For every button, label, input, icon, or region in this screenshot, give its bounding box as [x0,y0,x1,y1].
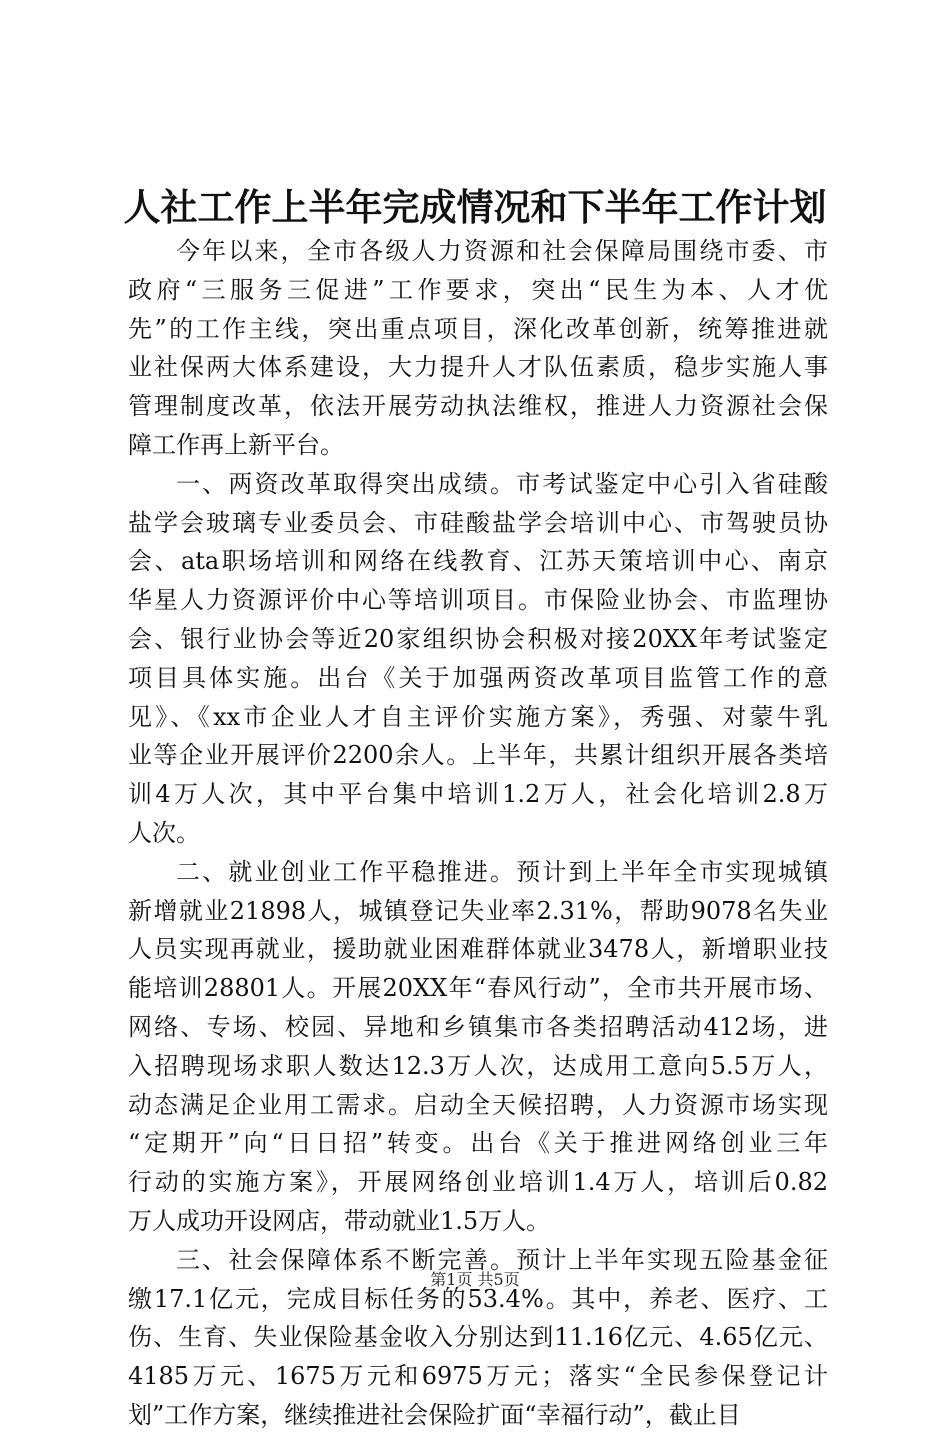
page-footer: 第1页 共5页 [430,1270,520,1289]
paragraph-line: 业等企业开展评价2200余人。上半年，共累计组织开展各类培 [128,741,828,770]
document-title: 人社工作上半年完成情况和下半年工作计划 [123,185,827,229]
paragraph-line: 先”的工作主线，突出重点项目，深化改革创新，统筹推进就 [128,314,828,343]
paragraph [128,465,828,853]
paragraph-line: 管理制度改革，依法开展劳动执法维权，推进人力资源社会保 [128,392,828,421]
paragraph-line: “定期开”向“日日招”转变。出台《关于推进网络创业三年 [128,1129,828,1158]
paragraph-line: 一、两资改革取得突出成绩。市考试鉴定中心引入省硅酸 [176,469,828,498]
paragraph-line: 项目具体实施。出台《关于加强两资改革项目监管工作的意 [128,663,828,692]
paragraph-line: 二、就业创业工作平稳推进。预计到上半年全市实现城镇 [176,857,828,886]
paragraph-line: 行动的实施方案》，开展网络创业培训1.4万人，培训后0.82 [128,1168,828,1197]
paragraph-line: 划”工作方案，继续推进社会保险扩面“幸福行动”，截止目 [128,1400,741,1429]
paragraph-line: 能培训28801人。开展20XX年“春风行动”，全市共开展市场、 [128,974,828,1003]
paragraph-line: 动态满足企业用工需求。启动全天候招聘，人力资源市场实现 [128,1090,828,1119]
paragraph-line: 入招聘现场求职人数达12.3万人次，达成用工意向5.5万人， [128,1051,828,1080]
paragraph-line: 政府“三服务三促进”工作要求，突出“民生为本、人才优 [128,275,828,304]
paragraph-line: 万人成功开设网店，带动就业1.5万人。 [128,1206,551,1235]
paragraph-line: 见》、《xx市企业人才自主评价实施方案》，秀强、对蒙牛乳 [128,702,828,731]
paragraph-line: 训4万人次，其中平台集中培训1.2万人，社会化培训2.8万 [128,780,828,809]
paragraph-line: 新增就业21898人，城镇登记失业率2.31%，帮助9078名失业 [128,896,828,925]
paragraph-line: 网络、专场、校园、异地和乡镇集市各类招聘活动412场，进 [128,1012,828,1041]
document-body [128,232,828,1435]
paragraph-line: 人次。 [128,818,200,847]
paragraph-line: 障工作再上新平台。 [128,430,344,459]
paragraph-line: 伤、生育、失业保险基金收入分别达到11.16亿元、4.65亿元、 [128,1323,828,1352]
paragraph-line: 会、ata职场培训和网络在线教育、江苏天策培训中心、南京 [128,547,828,576]
paragraph-line: 4185万元、1675万元和6975万元；落实“全民参保登记计 [128,1362,828,1391]
paragraph-line: 人员实现再就业，援助就业困难群体就业3478人，新增职业技 [128,935,828,964]
paragraph-line: 缴17.1亿元，完成目标任务的53.4%。其中，养老、医疗、工 [128,1284,828,1313]
paragraph-line: 业社保两大体系建设，大力提升人才队伍素质，稳步实施人事 [128,353,828,382]
paragraph-line: 今年以来，全市各级人力资源和社会保障局围绕市委、市 [176,237,828,265]
paragraph-line: 盐学会玻璃专业委员会、市硅酸盐学会培训中心、市驾驶员协 [128,508,828,537]
paragraph-line: 三、社会保障体系不断完善。预计上半年实现五险基金征 [176,1245,828,1274]
paragraph-line: 华星人力资源评价中心等培训项目。市保险业协会、市监理协 [128,586,828,615]
paragraph [128,232,828,465]
paragraph-line: 会、银行业协会等近20家组织协会积极对接20XX年考试鉴定 [128,624,828,653]
paragraph [128,853,828,1241]
